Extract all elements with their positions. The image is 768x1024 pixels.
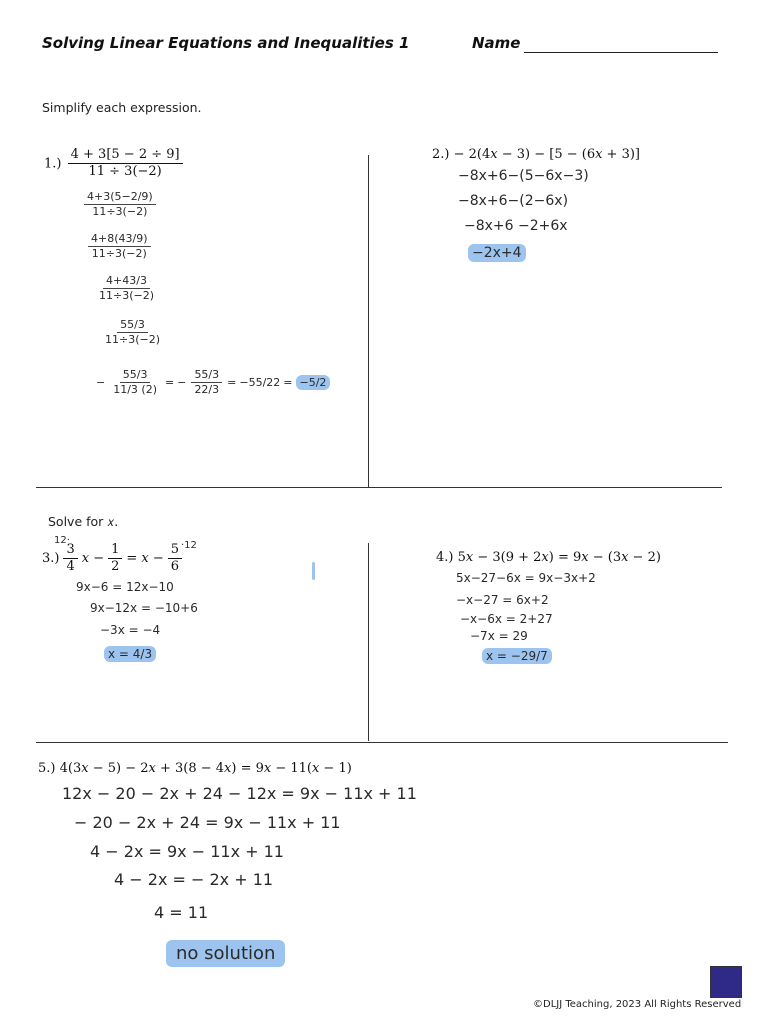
problem-2-work-3: −8x+6 −2+6x (464, 218, 568, 234)
problem-2-expression: − 2(4𝑥 − 3) − [5 − (6𝑥 + 3)] (453, 147, 640, 162)
problem-5-work-5: 4 = 11 (154, 903, 209, 922)
p3-mid: = 𝑥 − (126, 551, 164, 567)
copyright-text: ©DLJJ Teaching, 2023 All Rights Reserved (533, 999, 742, 1010)
work-numerator: 55/3 (117, 318, 148, 333)
problem-1-answer: −5/2 (296, 375, 331, 390)
problem-1-number: 1.) (44, 156, 62, 172)
problem-5-number: 5.) (38, 761, 56, 776)
problem-3-lcd-right: ·12 (181, 540, 197, 551)
problem-4-work-4: −7x = 29 (470, 629, 528, 643)
problem-3-work-3: −3x = −4 (100, 623, 161, 637)
problem-1-final-line (96, 368, 330, 397)
final-eq-2: = (227, 375, 237, 389)
work-denominator: 11÷3(−2) (92, 204, 148, 218)
problem-4-expression: 5𝑥 − 3(9 + 2𝑥) = 9𝑥 − (3𝑥 − 2) (457, 550, 661, 565)
problem-5-work-4: 4 − 2x = − 2x + 11 (114, 870, 274, 889)
divider-horizontal-1 (36, 487, 722, 488)
problem-2-number: 2.) (432, 147, 450, 162)
problem-1-work-3 (94, 274, 159, 303)
final-eq-3: = (283, 375, 293, 389)
work-numerator: 4+43/3 (103, 274, 150, 289)
p3-c1-den: 4 (66, 559, 75, 575)
work-numerator: 4+8(43/9) (88, 232, 151, 247)
work-denominator: 11÷3(−2) (105, 332, 161, 346)
problem-5-answer: no solution (166, 940, 285, 967)
problem-3 (42, 542, 184, 576)
final-mid-num: 55/3 (191, 368, 222, 383)
divider-vertical-top (368, 155, 369, 487)
p3-c3-num: 5 (168, 542, 182, 559)
problem-5-expression: 4(3𝑥 − 5) − 2𝑥 + 3(8 − 4𝑥) = 9𝑥 − 11(𝑥 − 1) (59, 761, 352, 776)
problem-4-work-1: 5x−27−6x = 9x−3x+2 (456, 571, 596, 585)
divider-vertical-mid (368, 543, 369, 741)
problem-5-work-3: 4 − 2x = 9x − 11x + 11 (90, 842, 284, 861)
problem-4-work-3: −x−6x = 2+27 (460, 612, 553, 626)
p3-c2-den: 2 (111, 559, 120, 575)
problem-3-answer: x = 4/3 (104, 646, 156, 662)
problem-4-number: 4.) (436, 550, 454, 565)
problem-5-work-2: − 20 − 2x + 24 = 9x − 11x + 11 (74, 813, 341, 832)
work-denominator: 11÷3(−2) (91, 246, 147, 260)
divider-horizontal-2 (36, 742, 728, 743)
work-denominator: 11÷3(−2) (99, 288, 155, 302)
problem-1-denominator: 11 ÷ 3(−2) (88, 164, 162, 180)
final-frac-num: 55/3 (120, 368, 151, 383)
problem-5 (38, 761, 352, 776)
work-numerator: 4+3(5−2/9) (84, 190, 156, 205)
p3-c2-num: 1 (108, 542, 122, 559)
problem-1-work-4 (100, 318, 165, 347)
final-mid-prefix: − (177, 375, 187, 389)
name-label: Name (472, 34, 521, 52)
worksheet-title: Solving Linear Equations and Inequalities 1 (42, 34, 410, 52)
problem-3-lcd-left: 12· (54, 535, 70, 546)
p3-c1-num: 3 (63, 542, 77, 559)
problem-4-work-2: −x−27 = 6x+2 (456, 593, 549, 607)
problem-4 (436, 550, 661, 565)
simplify-instruction: Simplify each expression. (42, 100, 202, 115)
highlighter-mark (312, 562, 315, 580)
problem-5-work-1: 12x − 20 − 2x + 24 − 12x = 9x − 11x + 11 (62, 784, 417, 803)
problem-2-work-1: −8x+6−(5−6x−3) (458, 168, 589, 184)
p3-var1: 𝑥 − (81, 551, 105, 567)
problem-1-work-1 (82, 190, 158, 219)
solve-instruction: Solve for 𝑥. (48, 514, 119, 529)
problem-3-work-2: 9x−12x = −10+6 (90, 601, 198, 615)
name-line (524, 52, 718, 53)
problem-3-work-1: 9x−6 = 12x−10 (76, 580, 174, 594)
final-third: −55/22 (239, 375, 281, 389)
final-eq-1: = (165, 375, 175, 389)
problem-1-fraction (68, 147, 183, 181)
problem-1-numerator: 4 + 3[5 − 2 ÷ 9] (68, 147, 183, 164)
problem-3-number: 3.) (42, 551, 60, 567)
problem-2 (432, 147, 640, 162)
final-prefix: − (96, 375, 106, 389)
final-frac-den: 11/3 (2) (113, 382, 157, 396)
problem-4-answer: x = −29/7 (482, 648, 552, 664)
final-mid-den: 22/3 (194, 382, 220, 396)
problem-2-work-2: −8x+6−(2−6x) (458, 193, 569, 209)
p3-c3-den: 6 (170, 559, 180, 575)
problem-2-answer: −2x+4 (468, 244, 526, 262)
problem-1 (44, 147, 185, 181)
problem-1-work-2 (86, 232, 153, 261)
dljj-teaching-logo (710, 966, 742, 998)
